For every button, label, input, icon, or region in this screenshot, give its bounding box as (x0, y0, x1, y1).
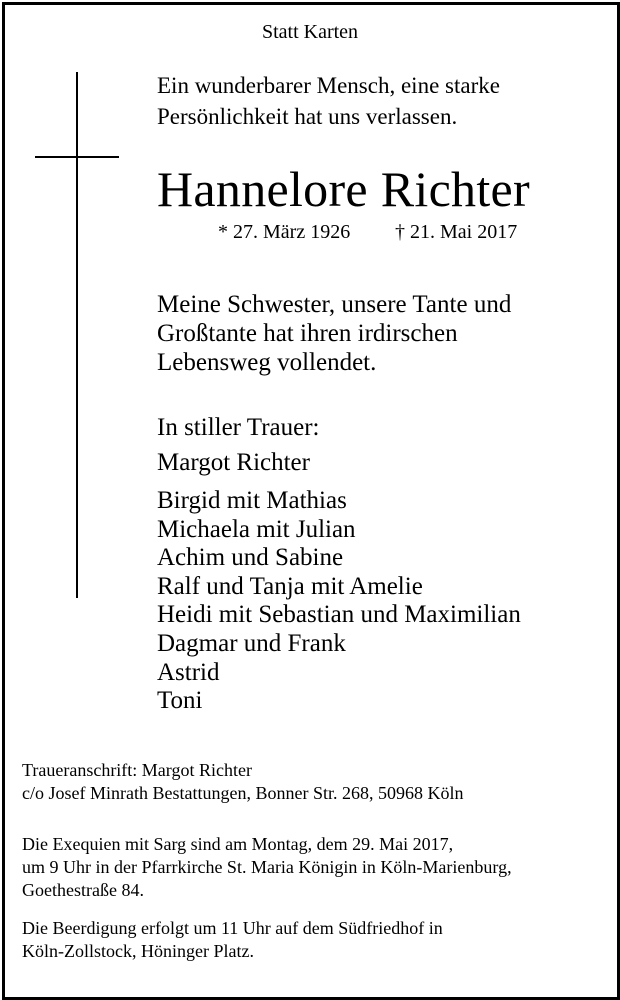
cross-icon-vertical (76, 72, 78, 598)
death-date: † 21. Mai 2017 (395, 221, 518, 243)
funeral-service-info (22, 833, 512, 902)
intro-line: Ein wunderbarer Mensch, eine starke (157, 73, 500, 98)
address-line: Traueranschrift: Margot Richter (22, 760, 252, 780)
family-member: Ralf und Tanja mit Amelie (157, 572, 423, 600)
message-line: Lebensweg vollendet. (157, 349, 377, 376)
family-member: Dagmar und Frank (157, 629, 346, 657)
service-line: Die Exequien mit Sarg sind am Montag, dem 29. Mai 2017, (22, 834, 454, 854)
mourning-label: In stiller Trauer: (157, 414, 320, 441)
header-statt-karten: Statt Karten (261, 21, 359, 43)
intro-text (157, 70, 500, 132)
service-line: Goethestraße 84. (22, 880, 144, 900)
family-member: Toni (157, 687, 203, 715)
family-list (157, 487, 521, 716)
birth-date: * 27. März 1926 (218, 221, 351, 243)
intro-line: Persönlichkeit hat uns verlassen. (157, 104, 458, 129)
service-line: um 9 Uhr in der Pfarrkirche St. Maria Königin in Köln-Marienburg, (22, 857, 512, 877)
message-line: Meine Schwester, unsere Tante und (157, 291, 512, 318)
cross-icon-horizontal (35, 156, 119, 158)
family-member: Astrid (157, 658, 220, 686)
family-member: Heidi mit Sebastian und Maximilian (157, 601, 521, 629)
family-member: Birgid mit Mathias (157, 487, 347, 514)
message-text (157, 290, 511, 377)
message-line: Großtante hat ihren irdirschen (157, 320, 458, 347)
family-member: Michaela mit Julian (157, 515, 356, 543)
burial-line: Die Beerdigung erfolgt um 11 Uhr auf dem Südfriedhof in (22, 918, 443, 938)
burial-line: Köln-Zollstock, Höninger Platz. (22, 941, 254, 961)
mourning-address (22, 759, 463, 805)
sister-name: Margot Richter (157, 449, 310, 476)
family-member: Achim und Sabine (157, 544, 344, 572)
burial-info (22, 917, 443, 963)
address-line: c/o Josef Minrath Bestattungen, Bonner Str. 268, 50968 Köln (22, 783, 464, 803)
deceased-name: Hannelore Richter (157, 161, 530, 217)
